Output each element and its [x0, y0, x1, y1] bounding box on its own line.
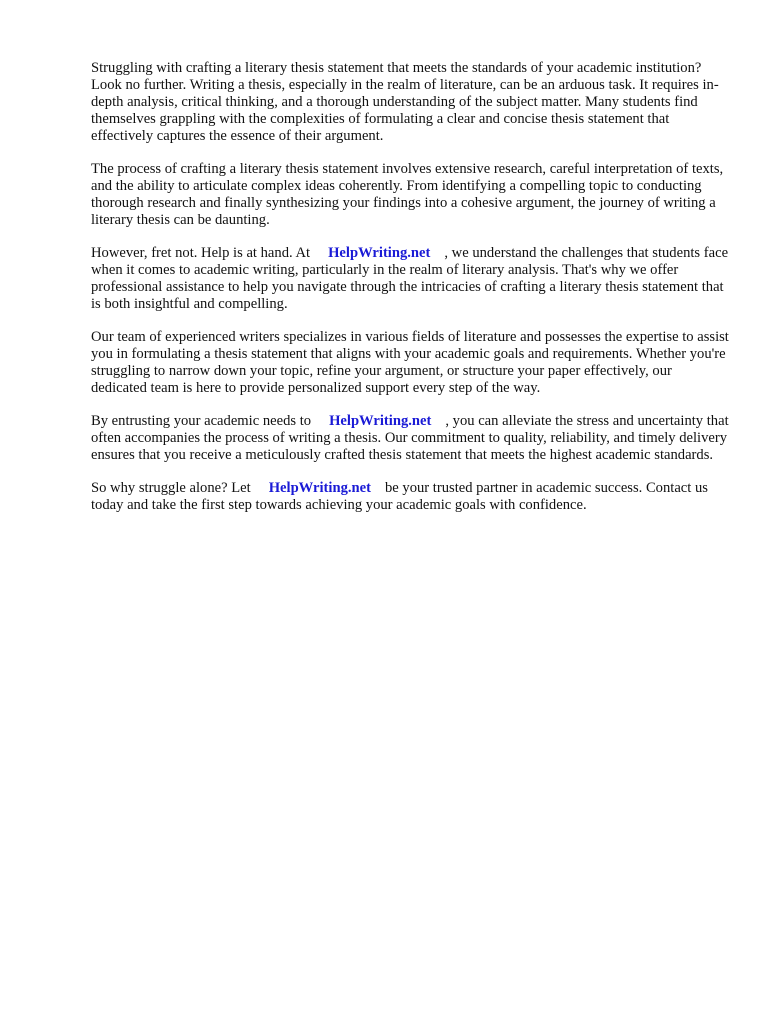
paragraph-closing-text-after: be your trusted partner in academic success. Contact us today and take the first step towards achieving your academic goals with confidence.	[91, 480, 708, 513]
paragraph-entrust-text-after: , you can alleviate the stress and uncertainty that often accompanies the process of writing a thesis. Our commitment to quality, reliability, and timely delivery ensures that you receive a meticulously crafted thesis statement that meets the highest academic standards.	[91, 413, 729, 463]
paragraph-help	[91, 245, 731, 313]
paragraph-intro: Struggling with crafting a literary thesis statement that meets the standards of your academic institution? Look no further. Writing a thesis, especially in the realm of literature, can be an arduous task. It requires in-depth analysis, critical thinking, and a thorough understanding of the subject matter. Many students find themselves grappling with the complexities of formulating a clear and concise thesis statement that effectively captures the essence of their argument.	[91, 60, 719, 144]
helpwriting-link-3[interactable]: HelpWriting.net	[268, 480, 371, 496]
paragraph-closing	[91, 480, 731, 514]
helpwriting-link-1[interactable]: HelpWriting.net	[328, 245, 431, 261]
paragraph-closing-text-before: So why struggle alone? Let	[91, 480, 251, 496]
paragraph-process: The process of crafting a literary thesis statement involves extensive research, careful interpretation of texts, and the ability to articulate complex ideas coherently. From identifying a compelling topic to conducting thorough research and finally synthesizing your findings into a cohesive argument, the journey of writing a literary thesis can be daunting.	[91, 161, 724, 228]
paragraph-help-text-after: , we understand the challenges that students face when it comes to academic writing, particularly in the realm of literary analysis. That's why we offer professional assistance to help you navigate through the intricacies of crafting a literary thesis statement that is both insightful and compelling.	[91, 245, 729, 312]
paragraph-team: Our team of experienced writers specializes in various fields of literature and possesses the expertise to assist you in formulating a thesis statement that aligns with your academic goals and requirements. Whether you're struggling to narrow down your topic, refine your argument, or structure your paper effectively, our dedicated team is here to provide personalized support every step of the way.	[91, 329, 729, 396]
document-page	[91, 60, 731, 530]
paragraph-help-text-before: However, fret not. Help is at hand. At	[91, 245, 311, 261]
paragraph-entrust	[91, 413, 731, 464]
paragraph-entrust-text-before: By entrusting your academic needs to	[91, 413, 312, 429]
helpwriting-link-2[interactable]: HelpWriting.net	[329, 413, 432, 429]
